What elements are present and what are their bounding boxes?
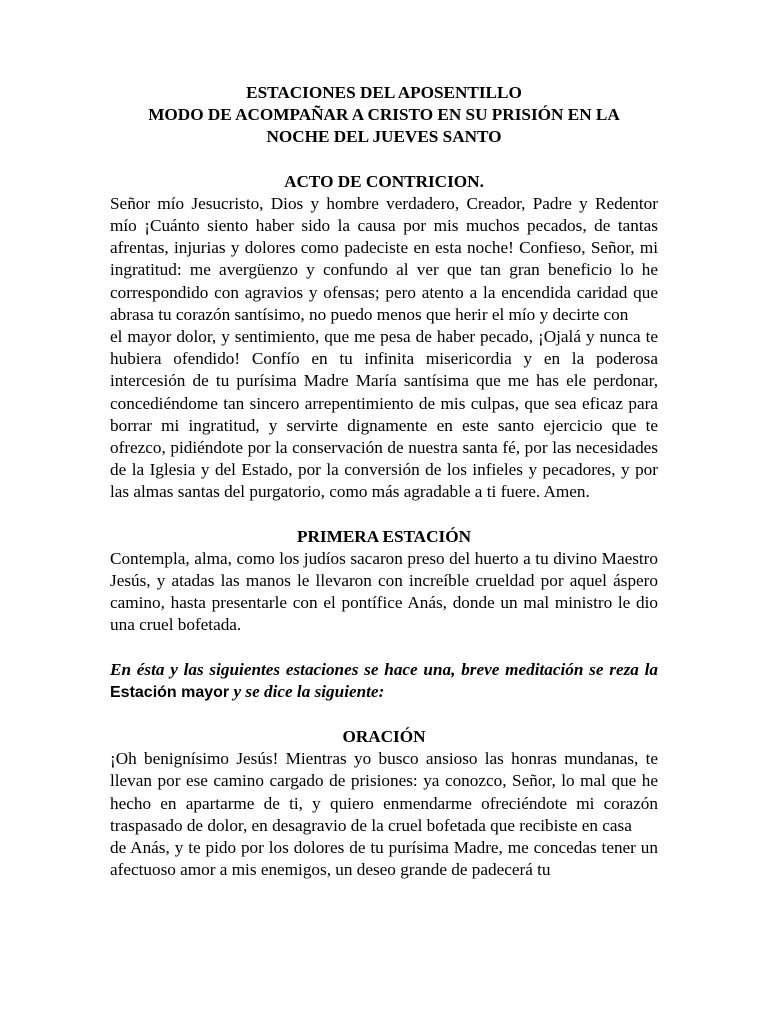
document-page — [110, 82, 658, 882]
prayer-heading: ORACIÓN — [342, 727, 426, 747]
document-title-line-2: MODO DE ACOMPAÑAR A CRISTO EN SU PRISIÓN EN LA — [148, 105, 620, 125]
spacer — [110, 704, 658, 726]
note-part-3: y se dice la siguiente: — [229, 681, 385, 701]
spacer — [110, 149, 658, 171]
prayer-paragraph-1: ¡Oh benignísimo Jesús! Mientras yo busco ansioso las honras mundanas, te llevan por ese camino cargado de prisiones: ya conozco, Señor, lo mal que he hecho en apartarme de ti, y quiero enmendarme ofreciéndote mi corazón traspasado de dolor, en desagravio de la cruel bofetada que recibiste en casa — [110, 749, 658, 835]
act-paragraph-2: el mayor dolor, y sentimiento, que me pesa de haber pecado, ¡Ojalá y nunca te hubiera ofendido! Confío en tu infinita misericordia y en la poderosa intercesión de tu purísima Madre María santísima que me has ele perdonar, concediéndome tan sincero arrepentimiento de mis culpas, que sea eficaz para borrar mi ingratitud, y servirte dignamente en este santo ejercicio que te ofrezco, pidiéndote por la conservación de nuestra santa fé, por las necesidades de la Iglesia y del Estado, por la conversión de los infieles y pecadores, y por las almas santas del purgatorio, como más agradable a ti fuere. Amen. — [110, 327, 658, 502]
document-title-line-1: ESTACIONES DEL APOSENTILLO — [246, 83, 522, 102]
station-heading: PRIMERA ESTACIÓN — [297, 526, 471, 546]
note-part-2: Estación mayor — [110, 683, 230, 701]
instruction-note — [110, 659, 658, 704]
document-title-line-3: NOCHE DEL JUEVES SANTO — [266, 127, 502, 147]
prayer-paragraph-2: de Anás, y te pido por los dolores de tu purísima Madre, me concedas tener un afectuoso amor a mis enemigos, un deseo grande de padecerá tu — [110, 838, 658, 880]
act-paragraph-1: Señor mío Jesucristo, Dios y hombre verdadero, Creador, Padre y Redentor mío ¡Cuánto siento haber sido la causa por mis muchos pecados, de tantas afrentas, injurias y dolores como padeciste en esta noche! Confieso, Señor, mi ingratitud: me avergüenzo y confundo al ver que tan gran beneficio lo he correspondido con agravios y ofensas; pero atento a la encendida caridad que abrasa tu corazón santísimo, no puedo menos que herir el mío y decirte con — [110, 193, 658, 324]
spacer — [110, 504, 658, 526]
note-part-1: En ésta y las siguientes estaciones se hace una, breve meditación se reza la — [110, 659, 658, 679]
station-paragraph: Contempla, alma, como los judíos sacaron preso del huerto a tu divino Maestro Jesús, y atadas las manos le llevaron con increíble crueldad por aquel áspero camino, hasta presentarle con el pontífice Anás, donde un mal ministro le dio una cruel bofetada. — [110, 548, 658, 635]
spacer — [110, 637, 658, 659]
act-heading: ACTO DE CONTRICION. — [284, 171, 484, 191]
